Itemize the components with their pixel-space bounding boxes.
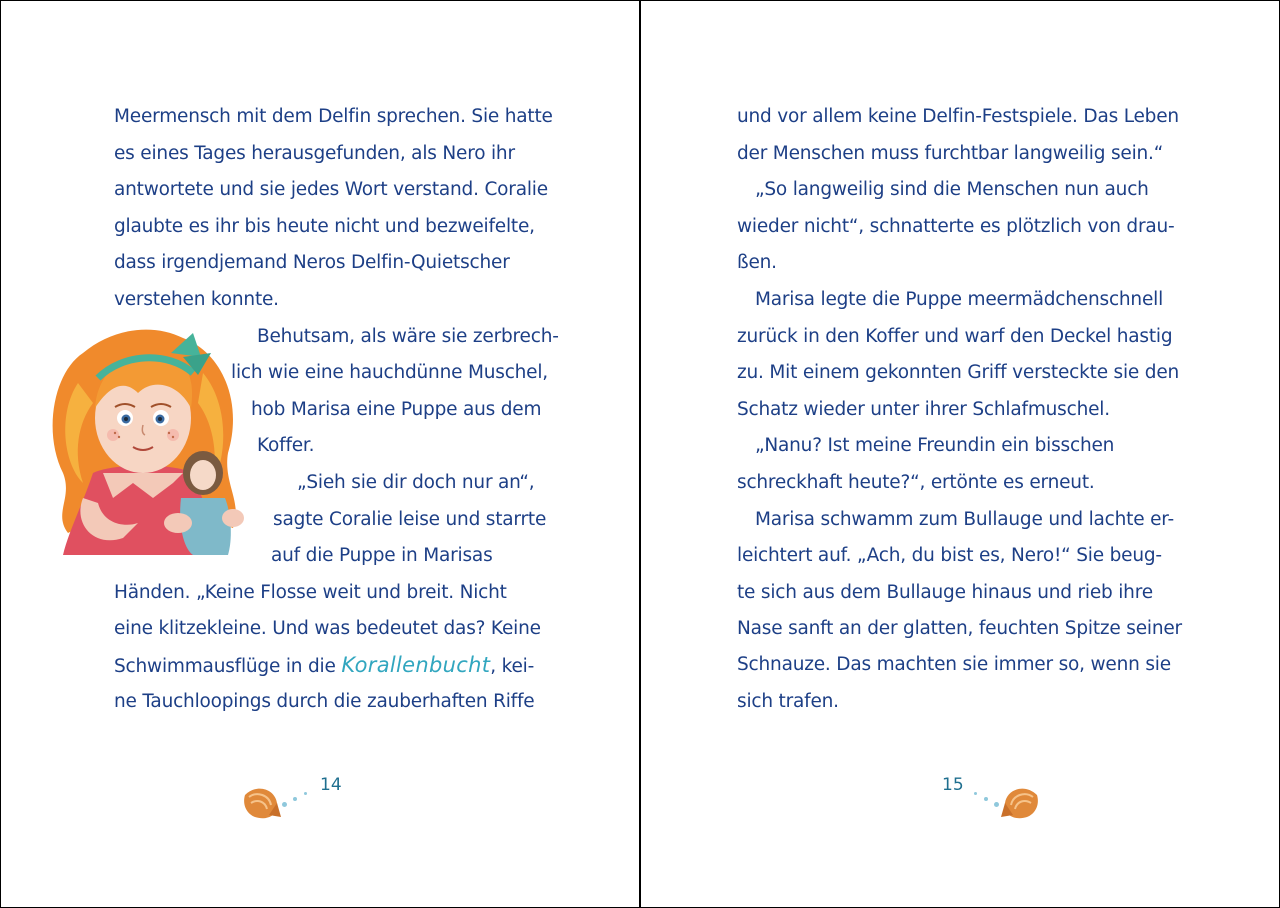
bubble-icon — [282, 802, 287, 807]
text-line: „Nanu? Ist meine Freundin ein bisschen — [755, 435, 1115, 456]
left-page — [1, 1, 639, 907]
seashell-icon — [239, 781, 283, 825]
page-number: 14 — [320, 775, 342, 795]
text-line: lich wie eine hauchdünne Muschel, — [231, 362, 548, 383]
bubble-icon — [304, 792, 307, 795]
text-line: ne Tauchloopings durch die zauberhaften Riffe — [114, 691, 535, 712]
text-line: te sich aus dem Bullauge hinaus und rieb ihre — [737, 582, 1153, 603]
text-line: Behutsam, als wäre sie zerbrech- — [257, 326, 559, 347]
text-line — [114, 653, 534, 679]
text-line: Schnauze. Das machten sie immer so, wenn sie — [737, 654, 1171, 675]
text-line: Marisa legte die Puppe meermädchenschnell — [755, 289, 1164, 310]
text-line: leichtert auf. „Ach, du bist es, Nero!“ Sie beug- — [737, 545, 1162, 566]
text-line: glaubte es ihr bis heute nicht und bezweifelte, — [114, 216, 535, 237]
text-segment: , kei- — [490, 656, 535, 677]
text-line: auf die Puppe in Marisas — [271, 545, 493, 566]
text-line: Schatz wieder unter ihrer Schlafmuschel. — [737, 399, 1110, 420]
text-line: der Menschen muss furchtbar langweilig sein.“ — [737, 143, 1164, 164]
text-line: Nase sanft an der glatten, feuchten Spitze seiner — [737, 618, 1182, 639]
text-line: Marisa schwamm zum Bullauge und lachte er- — [755, 509, 1174, 530]
highlighted-word: Korallenbucht — [341, 653, 491, 677]
bubble-icon — [293, 797, 297, 801]
text-line: es eines Tages herausgefunden, als Nero ihr — [114, 143, 515, 164]
bubble-icon — [974, 792, 977, 795]
text-line: dass irgendjemand Neros Delfin-Quietscher — [114, 252, 510, 273]
text-line: antwortete und sie jedes Wort verstand. Coralie — [114, 179, 548, 200]
text-line: zurück in den Koffer und warf den Deckel hastig — [737, 326, 1173, 347]
text-line: wieder nicht“, schnatterte es plötzlich von drau- — [737, 216, 1175, 237]
text-line: hob Marisa eine Puppe aus dem — [251, 399, 542, 420]
mermaid-girl-with-doll-illustration — [43, 323, 253, 563]
text-line: eine klitzekleine. Und was bedeutet das? Keine — [114, 618, 541, 639]
text-line: ßen. — [737, 252, 777, 273]
text-line: und vor allem keine Delfin-Festspiele. Das Leben — [737, 106, 1179, 127]
text-line: zu. Mit einem gekonnten Griff versteckte sie den — [737, 362, 1180, 383]
text-line: sagte Coralie leise und starrte — [273, 509, 547, 530]
text-line: sich trafen. — [737, 691, 839, 712]
seashell-icon — [999, 781, 1043, 825]
text-line: „Sieh sie dir doch nur an“, — [297, 472, 535, 493]
text-line: „So langweilig sind die Menschen nun auch — [755, 179, 1149, 200]
page-number: 15 — [942, 775, 964, 795]
text-line: Meermensch mit dem Delfin sprechen. Sie hatte — [114, 106, 553, 127]
bubble-icon — [984, 797, 988, 801]
text-segment: Schwimmausflüge in die — [114, 656, 342, 677]
text-line: Händen. „Keine Flosse weit und breit. Nicht — [114, 582, 507, 603]
text-line: verstehen konnte. — [114, 289, 279, 310]
right-page — [641, 1, 1279, 907]
text-line: Koffer. — [257, 435, 315, 456]
text-line: schreckhaft heute?“, ertönte es erneut. — [737, 472, 1095, 493]
